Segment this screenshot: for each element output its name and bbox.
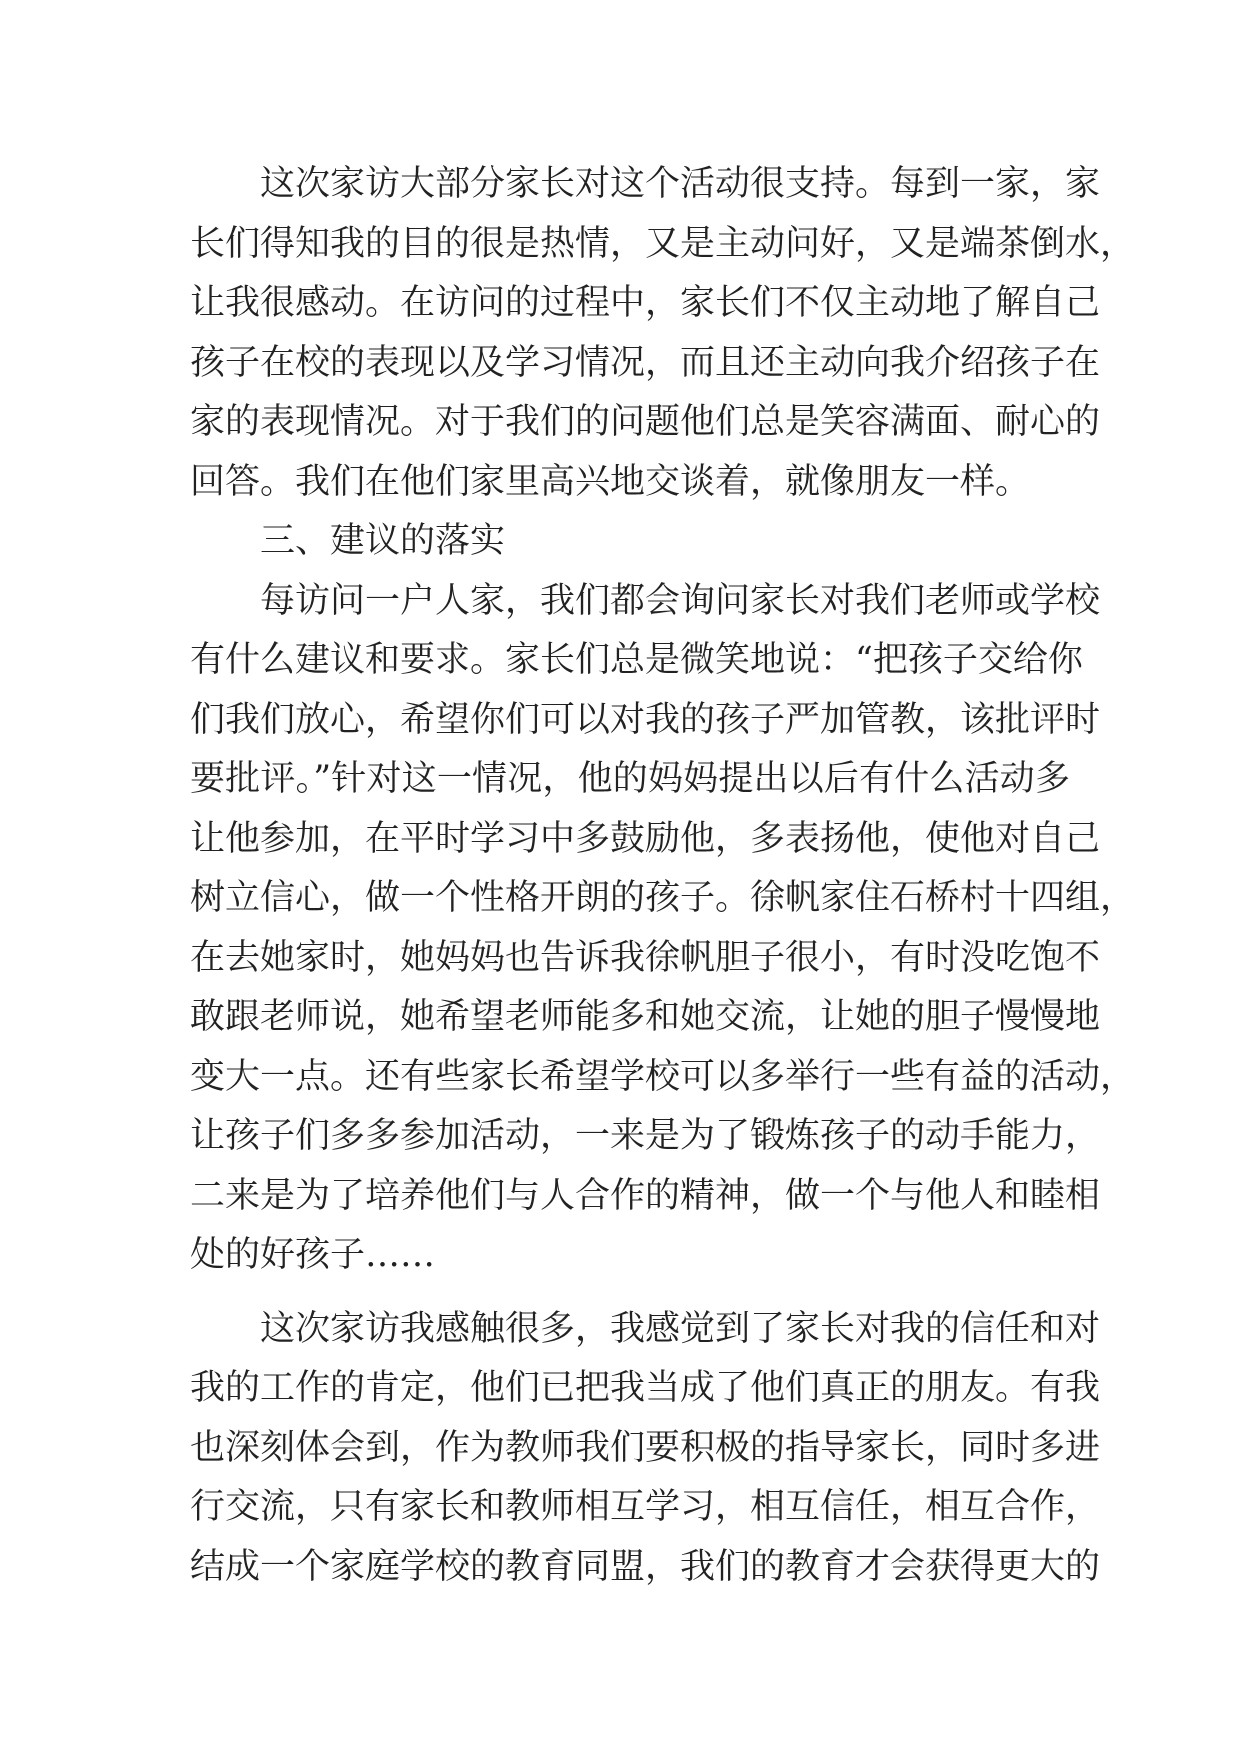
paragraph-line: 结成一个家庭学校的教育同盟，我们的教育才会获得更大的 <box>190 1546 1101 1587</box>
paragraph-line: 二来是为了培养他们与人合作的精神，做一个与他人和睦相 <box>190 1175 1101 1216</box>
paragraph-line: 敢跟老师说，她希望老师能多和她交流，让她的胆子慢慢地 <box>190 997 1101 1037</box>
paragraph-line: 让孩子们多多参加活动，一来是为了锻炼孩子的动手能力， <box>190 1116 1101 1156</box>
section-heading: 三、建议的落实 <box>260 521 506 561</box>
paragraph-line: 行交流，只有家长和教师相互学习，相互信任，相互合作， <box>190 1487 1101 1527</box>
paragraph-line: 长们得知我的目的很是热情，又是主动问好，又是端茶倒水， <box>190 223 1136 264</box>
paragraph-line: 要批评。”针对这一情况，他的妈妈提出以后有什么活动多 <box>190 759 1070 799</box>
paragraph-line: 在去她家时，她妈妈也告诉我徐帆胆子很小，有时没吃饱不 <box>190 937 1101 978</box>
paragraph-line: 变大一点。还有些家长希望学校可以多举行一些有益的活动， <box>190 1056 1136 1097</box>
paragraph-line: 也深刻体会到，作为教师我们要积极的指导家长，同时多进 <box>190 1427 1101 1468</box>
paragraph-line: 树立信心，做一个性格开朗的孩子。徐帆家住石桥村十四组， <box>190 878 1136 918</box>
paragraph-line: 让我很感动。在访问的过程中，家长们不仅主动地了解自己 <box>190 283 1101 323</box>
paragraph-line: 回答。我们在他们家里高兴地交谈着，就像朋友一样。 <box>190 461 1031 502</box>
paragraph-line: 有什么建议和要求。家长们总是微笑地说：“把孩子交给你 <box>190 640 1083 680</box>
paragraph-line: 处的好孩子…… <box>190 1235 436 1275</box>
paragraph-line: 这次家访大部分家长对这个活动很支持。每到一家，家 <box>260 164 1101 204</box>
paragraph-line: 我的工作的肯定，他们已把我当成了他们真正的朋友。有我 <box>190 1368 1101 1408</box>
paragraph-line: 们我们放心，希望你们可以对我的孩子严加管教，该批评时 <box>190 699 1101 740</box>
paragraph-line: 这次家访我感触很多，我感觉到了家长对我的信任和对 <box>260 1308 1101 1349</box>
paragraph-line: 家的表现情况。对于我们的问题他们总是笑容满面、耐心的 <box>190 402 1101 442</box>
paragraph-line: 让他参加，在平时学习中多鼓励他，多表扬他，使他对自己 <box>190 818 1101 859</box>
paragraph-line: 每访问一户人家，我们都会询问家长对我们老师或学校 <box>260 580 1101 621</box>
document-body <box>190 155 1136 1597</box>
paragraph-line: 孩子在校的表现以及学习情况，而且还主动向我介绍孩子在 <box>190 342 1101 383</box>
